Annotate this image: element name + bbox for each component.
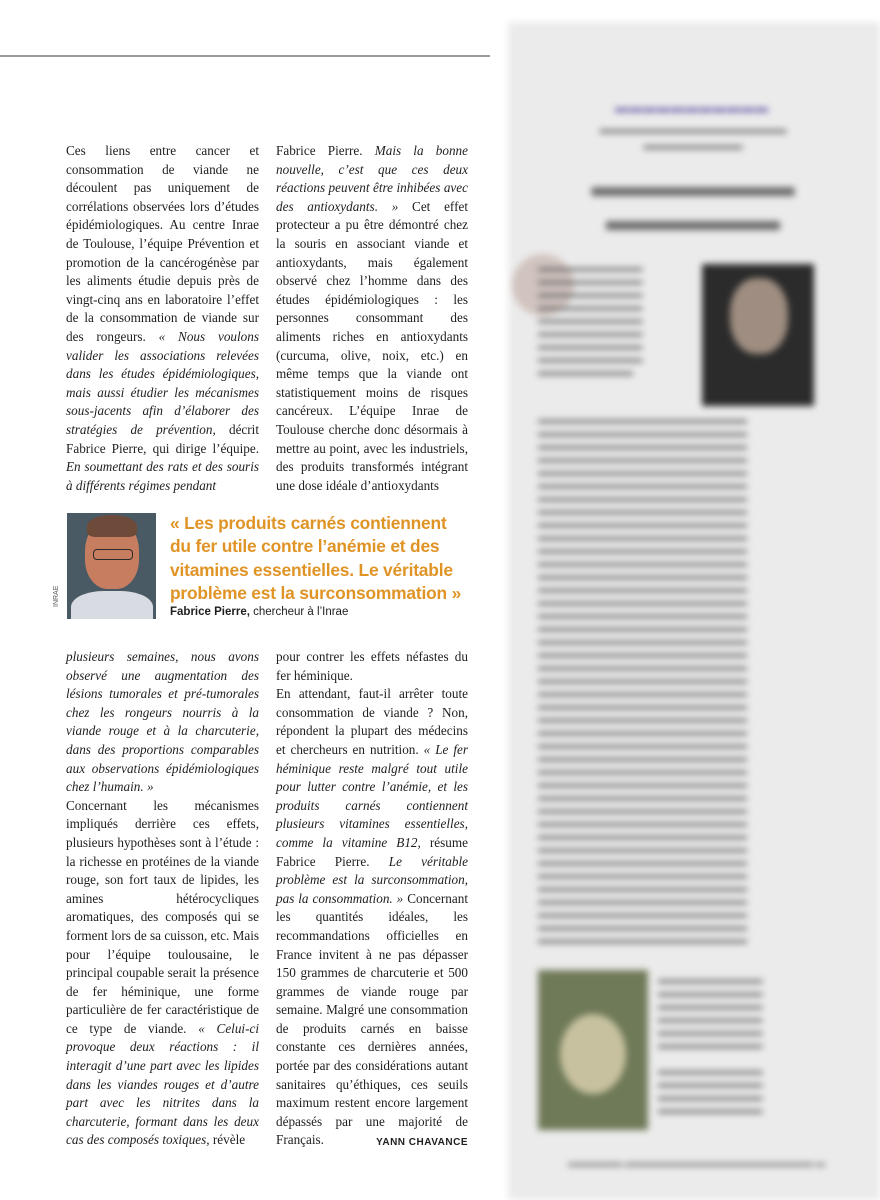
blurred-sidebar: [508, 22, 880, 1200]
article-quote: plusieurs semaines, nous avons observé une augmentation des lésions tumorales et pré-tumorales chez les rongeurs nourris à la viande rouge et à la charcuterie, dans des proportions comparables aux observations épidémiologiques chez l’humain. »: [66, 649, 259, 795]
sidebar-book-cover: [538, 970, 648, 1130]
top-rule: [0, 55, 490, 57]
sidebar-portrait-photo: [702, 264, 814, 406]
article-text: décrit Fabrice Pierre, qui dirige l’équipe.: [66, 421, 259, 456]
article-text: résume Fabrice Pierre.: [276, 834, 468, 869]
article-text: Cet effet protecteur a pu être démontré chez la souris en associant viande et antioxydants, mais également observé chez l’homme dans des études épidémiologiques : les personnes consommant des aliments riches en antioxydants (curcuma, olive, noix, etc.) en même temps que la viande ont statistiquement moins de risques cancéreux. L’équipe Inrae de Toulouse cherche donc désormais à mettre au point, avec les industriels, des produits transformés intégrant une dose idéale d’antioxydants: [276, 198, 468, 493]
fabrice-pierre-photo: [67, 513, 156, 619]
article-text: En attendant, faut-il arrêter toute consommation de viande ? Non, répondent la plupart des médecins et chercheurs en nutrition.: [276, 686, 468, 757]
sidebar-author-blur: ▬▬▬▬▬▬▬▬▬▬▬: [615, 100, 769, 115]
attribution-name: Fabrice Pierre,: [170, 606, 250, 618]
pull-quote-attribution: [170, 606, 348, 618]
article-column-1: [66, 142, 259, 495]
article-quote: « Celui-ci provoque deux réactions : il interagit d’une part avec les lipides dans les viandes rouges et d’autre part avec les nitrites dans la charcuterie, formant dans les deux cas des composés toxiques,: [66, 1020, 259, 1148]
sidebar-title-blur: ▬▬▬▬▬▬▬ ▬▬▬▬▬▬: [591, 171, 795, 237]
article-text: Concernant les quantités idéales, les recommandations officielles en France invitent à ne pas dépasser 150 grammes de charcuterie et 500 grammes de viande rouge par semaine. Malgré une consommation de produits carnés en baisse constante ces dernières années, portée par des considérations autant sanitaires qu’éthiques, ces seuils maximum restent encore largement dépassés par une majorité de Français.: [276, 890, 468, 1148]
article-quote: Le véritable problème est la surconsommation, pas la consommation. »: [276, 853, 468, 906]
sidebar-footer-blur: ▬▬▬▬▬▬ ▬▬▬▬▬▬▬▬▬▬▬▬▬▬▬▬▬▬▬▬▬ ▬: [568, 1158, 826, 1168]
article-text: Fabrice Pierre.: [276, 143, 375, 158]
sidebar-role-blur: ▬▬▬▬▬▬▬▬▬▬▬▬▬▬▬▬▬ ▬▬▬▬▬▬▬▬▬: [599, 124, 787, 152]
attribution-role: chercheur à l’Inrae: [249, 606, 349, 618]
article-column-4: [276, 648, 468, 1153]
sidebar-text-blur: ▬▬▬▬▬▬▬▬▬▬▬ ▬▬▬▬▬▬▬▬▬▬▬ ▬▬▬▬▬▬▬▬▬▬▬ ▬▬▬▬▬▬▬▬▬▬▬ ▬▬▬▬▬▬▬▬▬▬▬ ▬▬▬▬▬▬▬▬▬▬▬ ▬▬▬▬▬▬▬▬▬▬▬ ▬▬▬▬▬▬▬▬▬▬▬ ▬▬▬▬▬▬▬▬▬▬: [538, 263, 643, 378]
article-quote: Mais la bonne nouvelle, c’est que ces deux réactions peuvent être inhibées avec des antioxydants. »: [276, 143, 468, 214]
article-column-3: [66, 648, 259, 1150]
article-text: Concernant les mécanismes impliqués derrière ces effets, plusieurs hypothèses sont à l’étude : la richesse en protéines de la viande rouge, son fort taux de lipides, les amines hétérocycliques aromatiques, des composés qui se forment lors de sa cuisson, etc. Mais pour l’équipe toulousaine, le principal coupable serait la présence de fer héminique, une forme particulière de fer caractéristique de ce type de viande.: [66, 797, 259, 1036]
article-quote: En soumettant des rats et des souris à différents régimes pendant: [66, 459, 259, 493]
sidebar-text-blur: ▬▬▬▬▬▬▬▬▬▬▬▬▬▬▬▬▬▬▬▬▬▬ ▬▬▬▬▬▬▬▬▬▬▬▬▬▬▬▬▬▬▬▬▬▬ ▬▬▬▬▬▬▬▬▬▬▬▬▬▬▬▬▬▬▬▬▬▬ ▬▬▬▬▬▬▬▬▬▬▬▬▬▬▬▬▬▬▬▬▬▬ ▬▬▬▬▬▬▬▬▬▬▬▬▬▬▬▬▬▬▬▬▬▬ ▬▬▬▬▬▬▬▬▬▬▬▬▬▬▬▬▬▬▬▬▬▬ ▬▬▬▬▬▬▬▬▬▬▬▬▬▬▬▬▬▬▬▬▬▬ ▬▬▬▬▬▬▬▬▬▬▬▬▬▬▬▬▬▬▬▬▬▬ ▬▬▬▬▬▬▬▬▬▬▬▬▬▬▬▬▬▬▬▬▬▬ ▬▬▬▬▬▬▬▬▬▬▬▬▬▬▬▬▬▬▬▬▬▬ ▬▬▬▬▬▬▬▬▬▬▬▬▬▬▬▬▬▬▬▬▬▬ ▬▬▬▬▬▬▬▬▬▬▬▬▬▬▬▬▬▬▬▬▬▬ ▬▬▬▬▬▬▬▬▬▬▬▬▬▬▬▬▬▬▬▬▬▬ ▬▬▬▬▬▬▬▬▬▬▬▬▬▬▬▬▬▬▬▬▬▬ ▬▬▬▬▬▬▬▬▬▬▬▬▬▬▬▬▬▬▬▬▬▬ ▬▬▬▬▬▬▬▬▬▬▬▬▬▬▬▬▬▬▬▬▬▬ ▬▬▬▬▬▬▬▬▬▬▬▬▬▬▬▬▬▬▬▬▬▬ ▬▬▬▬▬▬▬▬▬▬▬▬▬▬▬▬▬▬▬▬▬▬ ▬▬▬▬▬▬▬▬▬▬▬▬▬▬▬▬▬▬▬▬▬▬ ▬▬▬▬▬▬▬▬▬▬▬▬▬▬▬▬▬▬▬▬▬▬ ▬▬▬▬▬▬▬▬▬▬▬▬▬▬▬▬▬▬▬▬▬▬ ▬▬▬▬▬▬▬▬▬▬▬▬▬▬▬▬▬▬▬▬▬▬ ▬▬▬▬▬▬▬▬▬▬▬▬▬▬▬▬▬▬▬▬▬▬ ▬▬▬▬▬▬▬▬▬▬▬▬▬▬▬▬▬▬▬▬▬▬ ▬▬▬▬▬▬▬▬▬▬▬▬▬▬▬▬▬▬▬▬▬▬ ▬▬▬▬▬▬▬▬▬▬▬▬▬▬▬▬▬▬▬▬▬▬ ▬▬▬▬▬▬▬▬▬▬▬▬▬▬▬▬▬▬▬▬▬▬ ▬▬▬▬▬▬▬▬▬▬▬▬▬▬▬▬▬▬▬▬▬▬ ▬▬▬▬▬▬▬▬▬▬▬▬▬▬▬▬▬▬▬▬▬▬ ▬▬▬▬▬▬▬▬▬▬▬▬▬▬▬▬▬▬▬▬▬▬ ▬▬▬▬▬▬▬▬▬▬▬▬▬▬▬▬▬▬▬▬▬▬ ▬▬▬▬▬▬▬▬▬▬▬▬▬▬▬▬▬▬▬▬▬▬ ▬▬▬▬▬▬▬▬▬▬▬▬▬▬▬▬▬▬▬▬▬▬ ▬▬▬▬▬▬▬▬▬▬▬▬▬▬▬▬▬▬▬▬▬▬ ▬▬▬▬▬▬▬▬▬▬▬▬▬▬▬▬▬▬▬▬▬▬ ▬▬▬▬▬▬▬▬▬▬▬▬▬▬▬▬▬▬▬▬▬▬ ▬▬▬▬▬▬▬▬▬▬▬▬▬▬▬▬▬▬▬▬▬▬ ▬▬▬▬▬▬▬▬▬▬▬▬▬▬▬▬▬▬▬▬▬▬ ▬▬▬▬▬▬▬▬▬▬▬▬▬▬▬▬▬▬▬▬▬▬ ▬▬▬▬▬▬▬▬▬▬▬▬▬▬▬▬▬▬▬▬▬▬ ▬▬▬▬▬▬▬▬▬▬▬▬▬▬▬▬▬▬▬▬▬▬: [538, 415, 747, 946]
article-quote: « Nous voulons valider les associations relevées dans les études épidémiologiques, mais aussi étudier les mécanismes sous-jacents afin d’élaborer des stratégies de prévention,: [66, 328, 259, 437]
article-text: Ces liens entre cancer et consommation de viande ne découlent pas uniquement de corrélations observées lors d’études épidémiologiques. Au centre Inrae de Toulouse, l’équipe Prévention et promotion de la cancérogénèse par les aliments étudie depuis près de vingt-cinq ans en laboratoire l’effet de la consommation de viande sur des rongeurs.: [66, 143, 259, 344]
article-quote: « Le fer héminique reste malgré tout utile pour lutter contre l’anémie, et les produits carnés contiennent plusieurs vitamines essentielles, comme la vitamine B12,: [276, 741, 468, 850]
article-column-2: [276, 142, 468, 495]
article-text: révèle: [209, 1132, 246, 1148]
author-signature: YANN CHAVANCE: [376, 1137, 468, 1149]
photo-credit: INRAE: [53, 585, 60, 607]
sidebar-caption-blur: ▬▬▬▬▬▬▬▬▬▬▬ ▬▬▬▬▬▬▬▬▬▬▬ ▬▬▬▬▬▬▬▬▬▬▬ ▬▬▬▬▬▬▬▬▬▬▬ ▬▬▬▬▬▬▬▬▬▬▬ ▬▬▬▬▬▬▬▬▬▬▬ ▬▬▬▬▬▬▬▬▬▬▬ ▬▬▬▬▬▬▬▬▬▬▬ ▬▬▬▬▬▬▬▬▬▬▬ ▬▬▬▬▬▬▬▬▬▬▬: [658, 975, 763, 1116]
article-text: pour contrer les effets néfastes du fer héminique.: [276, 649, 468, 683]
pull-quote: « Les produits carnés contiennent du fer utile contre l’anémie et des vitamines essentielles. Le véritable problème est la surconsommation »: [170, 513, 462, 603]
